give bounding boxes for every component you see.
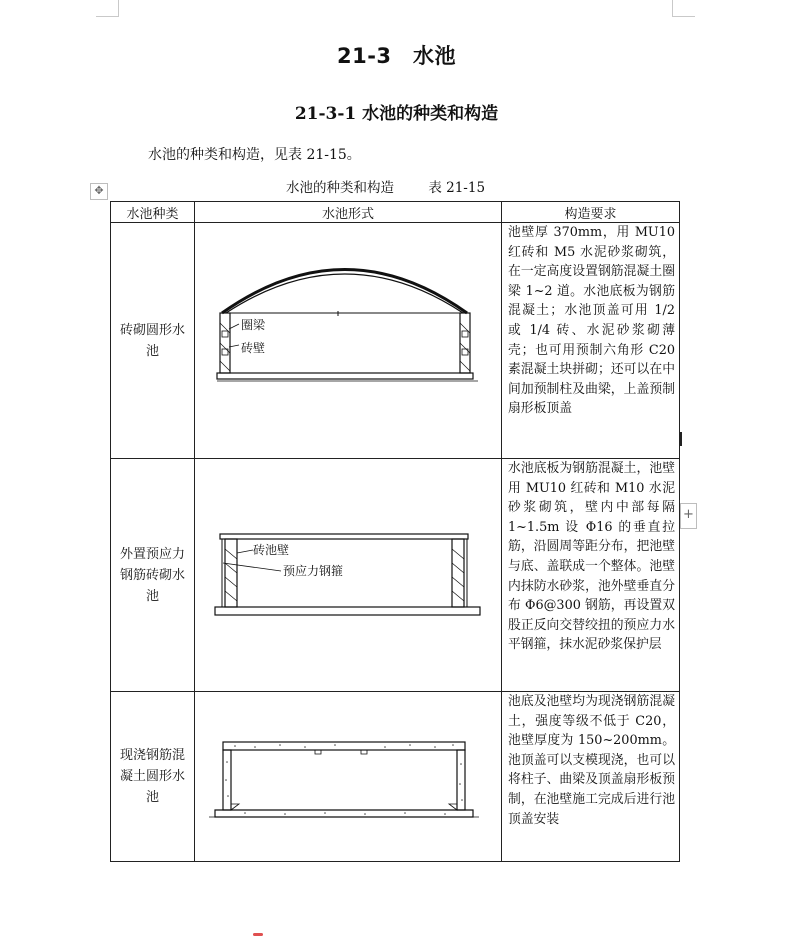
table-row (111, 459, 680, 692)
pool-figure-cell (195, 459, 502, 692)
add-row-plus-icon[interactable]: + (680, 503, 697, 529)
requirement-cell: 池壁厚 370mm，用 MU10 红砖和 M5 水泥砂浆砌筑，在一定高度设置钢筋混凝土圈梁 1~2 道。水池底板为钢筋混凝土；水池顶盖可用 1/2 或 1/4 砖、水泥砂浆砌薄壳；也可用预制六角形 C20 素混凝土块拼砌；还可以在中间加预制柱及曲梁，上盖预制扇形板顶盖 (502, 223, 680, 459)
figure-label-brick-wall: 砖壁 (241, 341, 266, 355)
table-caption: 水池的种类和构造 表 21-15 (286, 180, 486, 196)
table-row (111, 692, 680, 862)
requirement-cell: 池底及池壁均为现浇钢筋混凝土，强度等级不低于 C20，池壁厚度为 150~200mm。池顶盖可以支模现浇，也可以将柱子、曲梁及顶盖扇形板预制，在池壁施工完成后进行池顶盖安装 (502, 692, 680, 862)
pool-types-table (110, 201, 680, 862)
page-corner-mark-right (672, 0, 695, 17)
table-move-handle-icon[interactable]: ✥ (90, 183, 108, 200)
header-pool-type: 水池种类 (111, 202, 195, 223)
page-bottom-mark (253, 933, 263, 936)
prestressed-brick-pool-diagram (195, 459, 502, 687)
text-cursor (680, 432, 682, 446)
requirement-cell: 水池底板为钢筋混凝土，池壁用 MU10 红砖和 M10 水泥砂浆砌筑，壁内中部每隔 1~1.5m 设 Φ16 的垂直拉筋，沿圆周等距分布，把池壁与底、盖联成一个整体。池壁内抹防水砂浆，池外壁垂直分布 Φ6@300 钢筋，再设置双股正反向交替绞扭的预应力水平钢箍，抹水泥砂浆保护层 (502, 459, 680, 692)
figure-label-ring-beam: 圈梁 (241, 318, 266, 332)
header-pool-form: 水池形式 (195, 202, 502, 223)
table-row (111, 223, 680, 459)
figure-label-brick-pool-wall: 砖池壁 (253, 543, 290, 557)
cast-concrete-pool-diagram (195, 692, 502, 857)
table-header-row (111, 202, 680, 223)
subsection-heading: 21-3-1 水池的种类和构造 (294, 104, 499, 124)
pool-type-cell: 现浇钢筋混凝土圆形水池 (111, 692, 195, 862)
header-requirements: 构造要求 (502, 202, 680, 223)
pool-figure-cell (195, 223, 502, 459)
section-heading: 21-3 水池 (336, 44, 457, 68)
pool-figure-cell (195, 692, 502, 862)
pool-type-cell: 外置预应力钢筋砖砌水池 (111, 459, 195, 692)
figure-label-prestressed-hoop: 预应力钢箍 (283, 564, 344, 578)
brick-round-pool-diagram (195, 223, 502, 454)
intro-paragraph: 水池的种类和构造，见表 21-15。 (148, 147, 361, 163)
page-corner-mark-left (96, 0, 119, 17)
pool-type-cell: 砖砌圆形水池 (111, 223, 195, 459)
